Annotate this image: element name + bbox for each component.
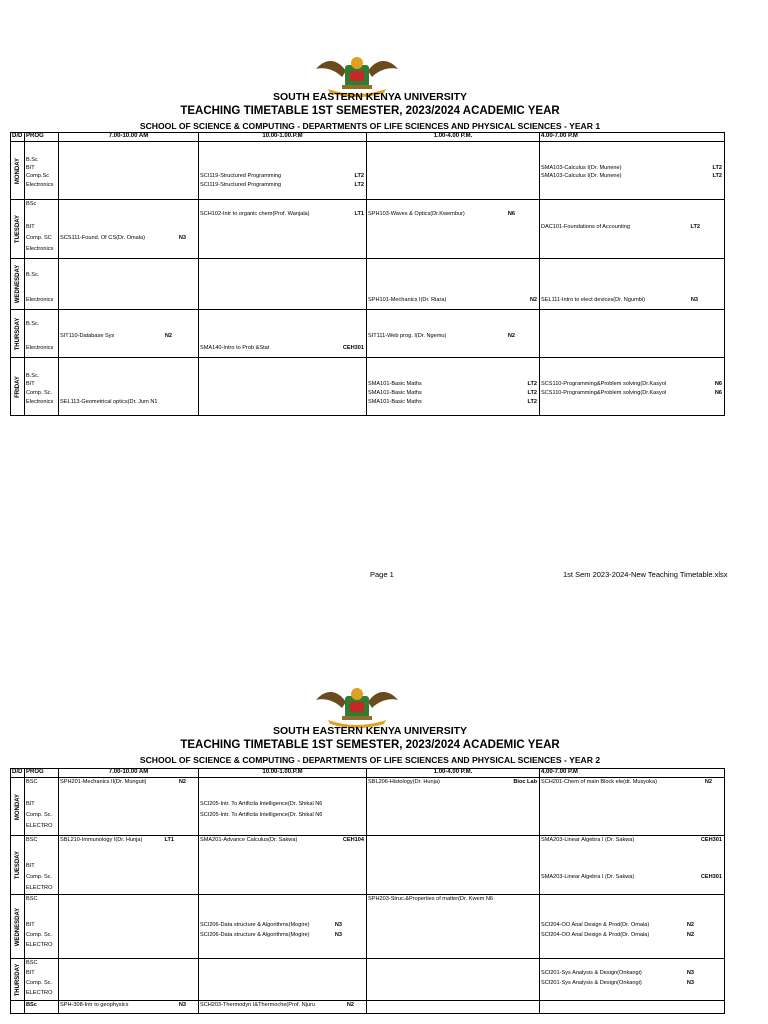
class-entry: SCS110-Programming&Problem solving(Dr.Kasyol N6 [541, 381, 722, 387]
day-label: THURSDAY [11, 310, 25, 358]
prog-label: ELECTRO [26, 942, 53, 948]
day-label: MONDAY [11, 778, 25, 836]
prog-label: Comp. Sc. [26, 932, 53, 938]
header-prog: PROG [25, 769, 59, 778]
prog-label: BIT [26, 165, 35, 171]
class-entry: SMA203-Linear Algebra I (Dr. Sakwa) CEH301 [541, 837, 722, 843]
prog-label: ELECTRO [26, 990, 53, 996]
header-row [11, 769, 725, 778]
class-entry: SPH101-Mechanics I(Dr. Riara) N2 [368, 297, 537, 303]
day-label: THURSDAY [11, 959, 25, 1001]
timetable-title: TEACHING TIMETABLE 1ST SEMESTER, 2023/2024 ACADEMIC YEAR [180, 105, 560, 117]
header-slot1: 7.00-10.00 AM [59, 769, 199, 778]
table-row [11, 959, 725, 1001]
day-label: WEDNESDAY [11, 895, 25, 959]
class-entry: DAC101-Foundations of Accounting LT2 [541, 224, 700, 230]
class-entry: SCI206-Data structure & Algorithms(Mogire) N3 [200, 932, 342, 938]
school-department-title: SCHOOL OF SCIENCE & COMPUTING - DEPARTMENTS OF LIFE SCIENCES AND PHYSICAL SCIENCES - YEAR 2 [139, 755, 601, 765]
prog-label: Comp. Sc. [26, 874, 53, 880]
header-dd: D/D [11, 769, 25, 778]
header-slot4: 4.00-7.00 P.M [540, 133, 725, 142]
table-row [11, 836, 725, 895]
prog-label: BSC [26, 960, 38, 966]
prog-label: BSC [26, 779, 38, 785]
prog-label: Electronics [26, 246, 54, 252]
class-entry: SCI204-OO Anal Design & Prod(Dr. Omala) N2 [541, 922, 694, 928]
class-entry: SCI205-Intr. To Artificila Intelligence(Dr. Shikal N6 [200, 801, 323, 807]
class-entry: SCS110-Programming&Problem solving(Dr.Kasyol N6 [541, 390, 722, 396]
prog-label: ELECTRO [26, 823, 53, 829]
class-entry: SCI201-Sys Analysis & Design(Onkangi) N3 [541, 980, 694, 986]
class-entry: SMA201-Advance Calculus(Dr. Sakwa) CEH104 [200, 837, 364, 843]
prog-label: Electronics [26, 345, 54, 351]
class-entry: SCI201-Sys Analysis & Design(Onkangi) N3 [541, 970, 694, 976]
class-entry: SBL206-Histology(Dr. Hunja) Bioc Lab [368, 779, 537, 785]
class-entry: SMA103-Calculus I(Dr. Munene) LT2 [541, 173, 722, 179]
class-entry: SPH103-Waves & Optics(Dr.Kwembur) N6 [368, 211, 515, 217]
table-row [11, 1001, 725, 1014]
header-dd: D/D [11, 133, 25, 142]
class-entry: SCI206-Data structure & Algorithms(Mogire) N3 [200, 922, 342, 928]
day-label: TUESDAY [11, 836, 25, 895]
class-entry: SMA103-Calculus I(Dr. Munene) LT2 [541, 165, 722, 171]
class-entry: SCH201-Chem of main Block ele(dr. Musyoka) N2 [541, 779, 712, 785]
prog-label: BSC [26, 896, 38, 902]
table-row [11, 895, 725, 959]
timetable-year2 [10, 768, 725, 1014]
class-entry: SCH203-Thermodyn I&Thermoche(Prof. Njuru N2 [200, 1002, 354, 1008]
class-entry: SIT111-Web prog. I(Dr. Ngemu) N2 [368, 333, 515, 339]
university-crest-icon [312, 686, 402, 728]
class-entry: SCH102-Intr to organic chem(Prof. Wanjala) LT1 [200, 211, 364, 217]
class-entry: SEL113-Geometrical optics(Dr. Jum N1 [60, 399, 158, 405]
class-entry: SMA101-Basic Maths LT2 [368, 381, 537, 387]
class-entry: SCI119-Structured Programming LT2 [200, 173, 364, 179]
prog-label: Comp. Sc. [26, 980, 53, 986]
prog-label: B.Sc. [26, 373, 40, 379]
header-prog: PROG [25, 133, 59, 142]
header-slot4: 4.00-7.00 P.M [540, 769, 725, 778]
class-entry: SPH-308-Intr to geophysics N3 [60, 1002, 186, 1008]
class-entry: SCI205-Intr. To Artificila Intelligence(Dr. Shikal N6 [200, 812, 323, 818]
class-entry: SIT110-Database Sys N2 [60, 333, 172, 339]
header-slot2: 10.00-1.00.P.M [199, 769, 367, 778]
prog-label: BIT [26, 224, 35, 230]
header-slot3: 1.00-4.00 P.M. [367, 769, 540, 778]
page-number: Page 1 [370, 570, 394, 579]
prog-label: Electronics [26, 182, 54, 188]
class-entry: SCI119-Structured Programming LT2 [200, 182, 364, 188]
file-name: 1st Sem 2023-2024-New Teaching Timetable.xlsx [563, 570, 728, 579]
class-entry: SBL210-Immunology I(Dr. Hunja) LT1 [60, 837, 174, 843]
school-department-title: SCHOOL OF SCIENCE & COMPUTING - DEPARTMENTS OF LIFE SCIENCES AND PHYSICAL SCIENCES - YEAR 1 [139, 121, 601, 131]
class-entry: SCS111-Found. Of CS(Dr. Omala) N3 [60, 235, 186, 241]
prog-label: ELECTRO [26, 885, 53, 891]
prog-label: BIT [26, 863, 35, 869]
class-entry: SMA140-Intro to Prob &Stat CEH301 [200, 345, 364, 351]
prog-label: BIT [26, 381, 35, 387]
prog-label: Comp.Sc [26, 173, 50, 179]
prog-label: Electronics [26, 399, 54, 405]
prog-label: BSc [26, 201, 37, 207]
class-entry: SCI204-OO Anal Design & Prod(Dr. Omala) N2 [541, 932, 694, 938]
prog-label: Comp. Sc. [26, 390, 53, 396]
class-entry: SPH201-Mechanics II(Dr. Munguti) N2 [60, 779, 186, 785]
day-label: TUESDAY [11, 200, 25, 259]
day-label: WEDNESDAY [11, 259, 25, 310]
prog-label: BSC [26, 837, 38, 843]
prog-label: B.Sc. [26, 321, 40, 327]
header-slot3: 1.00-4.00 P.M. [367, 133, 540, 142]
university-name: SOUTH EASTERN KENYA UNIVERSITY [272, 91, 468, 103]
day-label: MONDAY [11, 142, 25, 200]
prog-label: BSc [26, 1002, 37, 1008]
class-entry: SMA101-Basic Maths LT2 [368, 390, 537, 396]
prog-label: BIT [26, 801, 35, 807]
day-label: FRIDAY [11, 358, 25, 416]
university-name: SOUTH EASTERN KENYA UNIVERSITY [272, 725, 468, 737]
prog-label: BIT [26, 922, 35, 928]
prog-label: Comp. SC [26, 235, 52, 241]
header-slot1: 7.00-10.00 AM [59, 133, 199, 142]
timetable-title: TEACHING TIMETABLE 1ST SEMESTER, 2023/2024 ACADEMIC YEAR [180, 739, 560, 751]
prog-label: B.Sc [26, 157, 38, 163]
table-row [11, 778, 725, 836]
class-entry: SMA101-Basic Maths LT2 [368, 399, 537, 405]
prog-label: BIT [26, 970, 35, 976]
prog-label: Electronics [26, 297, 54, 303]
class-entry: SPH203-Struc.&Properties of matter(Dr. Kwem N6 [368, 896, 493, 902]
class-entry: SMA203-Linear Algebra I (Dr. Sakwa) CEH301 [541, 874, 722, 880]
header-slot2: 10.00-1.00.P.M [199, 133, 367, 142]
prog-label: B.Sc. [26, 272, 40, 278]
class-entry: SEL111-Intro to elect devices(Dr. Ngumbi) N3 [541, 297, 698, 303]
prog-label: Comp. Sc. [26, 812, 53, 818]
